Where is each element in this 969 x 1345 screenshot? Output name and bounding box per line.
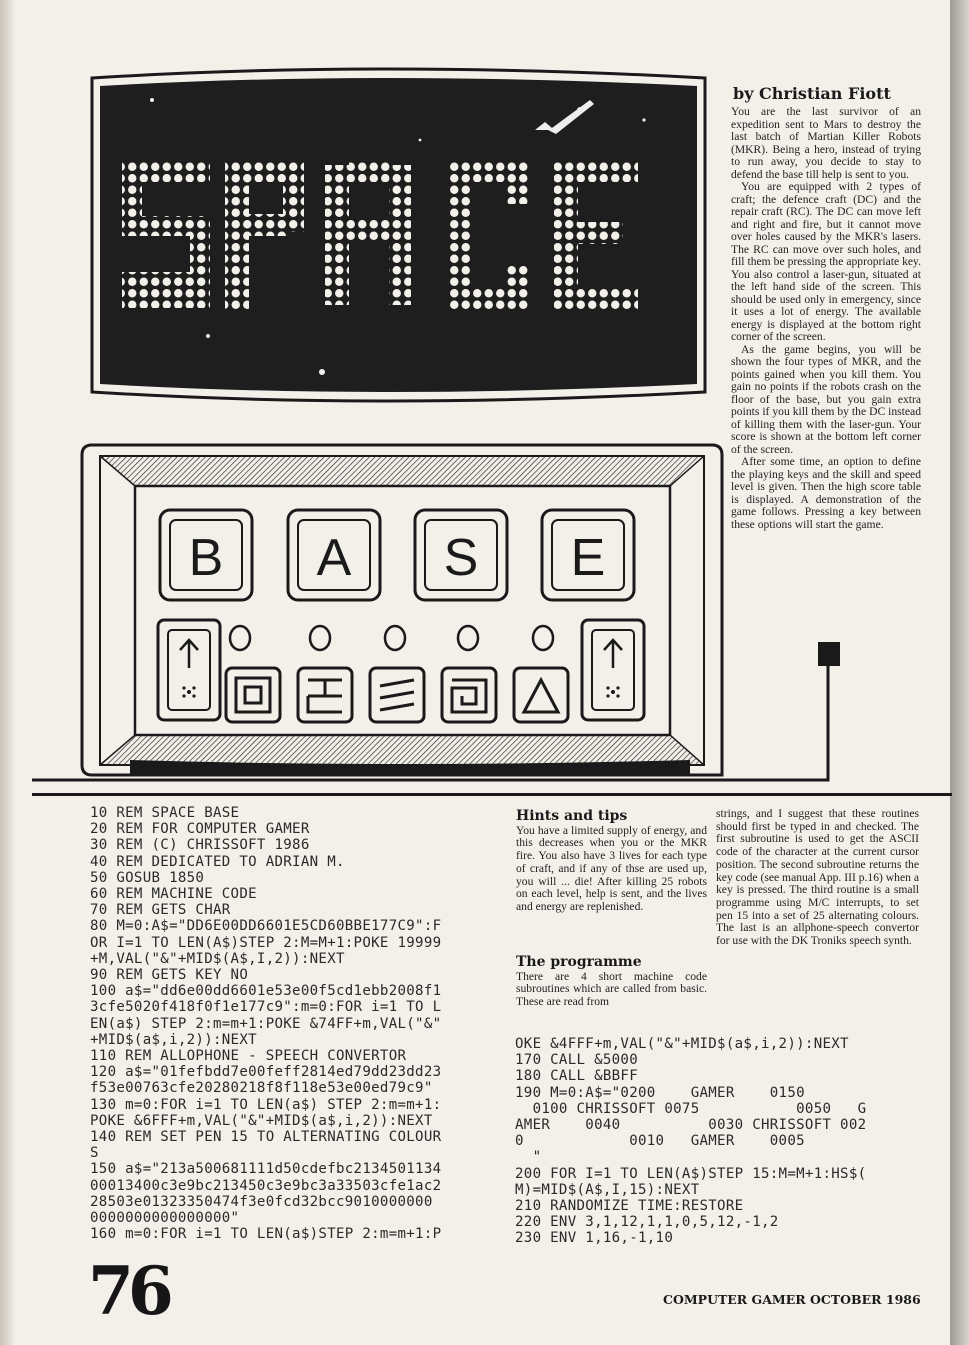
key-label-e: E [570, 529, 606, 587]
code-line: 10 REM SPACE BASE [90, 805, 240, 821]
key-label-b: B [188, 529, 224, 587]
programme-section [516, 956, 707, 1009]
byline: by Christian Fiott [733, 84, 891, 103]
intro-text [731, 106, 921, 531]
code-line: 30 REM (C) CHRISSOFT 1986 [90, 837, 310, 854]
programme-body: There are 4 short machine code subroutines which are called from basic. These are read from [516, 969, 707, 1009]
hints-heading: Hints and tips [516, 808, 628, 824]
code-line: 80 M=0:A$="DD6E00DD6601E5CD60BBE177C9":F [90, 918, 442, 935]
code-line: 200 FOR I=1 TO LEN(A$)STEP 15:M=M+1:HS$( [515, 1165, 867, 1182]
code-line: 140 REM SET PEN 15 TO ALTERNATING COLOUR [90, 1129, 442, 1146]
magazine-footer: COMPUTER GAMER OCTOBER 1986 [663, 1292, 921, 1307]
code-line: EN(a$) STEP 2:m=m+1:POKE &74FF+m,VAL("&" [90, 1015, 442, 1032]
code-line: 220 ENV 3,1,12,1,1,0,5,12,-1,2 [515, 1214, 779, 1231]
basic-listing-right [515, 1036, 866, 1247]
code-line: 0000000000000000" [90, 1210, 240, 1227]
code-line: M)=MID$(A$,I,15):NEXT [515, 1181, 700, 1198]
code-line: +MID$(a$,i,2)):NEXT [90, 1031, 257, 1048]
code-line: S [90, 1145, 99, 1162]
programme-continued [716, 808, 919, 948]
intro-paragraph: You are equipped with 2 types of craft; the defence craft (DC) and the repair craft (RC). The DC can move left and right and fire, but it cannot move over holes caused by the MKR's lasers. The RC can move over such holes, and fill them be pressing the appropriate key. You also control a laser-gun, situated at the left hand side of the screen. This should be used only in emergency, since it uses a lot of energy. The available energy is displayed at the bottom right corner of the screen. [731, 180, 921, 343]
code-line: " [515, 1149, 542, 1166]
code-line: 28503e01323350474f3e0fcd32bcc9010000000 [90, 1193, 433, 1210]
code-line: OR I=1 TO LEN(A$)STEP 2:M=M+1:POKE 19999 [90, 934, 442, 951]
code-line: 210 RANDOMIZE TIME:RESTORE [515, 1198, 744, 1215]
code-line: 230 ENV 1,16,-1,10 [515, 1230, 674, 1247]
code-line: 100 a$="dd6e00dd6601e53e00f5cd1ebb2008f1 [90, 983, 442, 1000]
intro-paragraph: After some time, an option to define the playing keys and the skill and speed level is given. Then the high score table is displayed. A demonstration of the game follows. Pressing a key between these options will start the game. [731, 455, 921, 531]
code-line: 00013400c3e9bc213450c3e9bc3a33503cfe1ac2 [90, 1177, 442, 1194]
code-line: 0100 CHRISSOFT 0075 0050 G [515, 1100, 867, 1117]
code-line: 50 GOSUB 1850 [90, 869, 205, 886]
programme-continued-body: strings, and I suggest that these routines should first be typed in and checked. The first subroutine is used to get the ASCII code of the character at the current cursor position. The second subroutine returns the key code (see manual App. III p.16) when a key is pressed. The third routine is a small programme using M/C interrupts, to set pen 15 into a set of 25 alternating colours. The last is an allphone-speech convertor for use with the DK Troniks speech synth. [716, 807, 919, 948]
code-line: 3cfe5020f418f0f1e177c9":m=0:FOR i=1 TO L [90, 999, 442, 1016]
code-line: 190 M=0:A$="0200 GAMER 0150 [515, 1084, 805, 1101]
code-line: 0 0010 GAMER 0005 [515, 1133, 805, 1150]
code-line: 90 REM GETS KEY NO [90, 967, 249, 984]
basic-listing-left [90, 805, 441, 1242]
code-line: 160 m=0:FOR i=1 TO LEN(a$)STEP 2:m=m+1:P [90, 1226, 442, 1243]
intro-paragraph: As the game begins, you will be shown the four types of MKR, and the points gained when you kill them. You gain no points if the robots crash on the floor of the base, but you gain extra points if you kill them by the DC instead of killing them with the laser-gun. Your score is shown at the bottom left corner of the screen. [731, 342, 921, 456]
programme-heading: The programme [516, 954, 642, 970]
hints-section [516, 810, 707, 914]
code-line: 20 REM FOR COMPUTER GAMER [90, 821, 310, 838]
hints-body: You have a limited supply of energy, and this decreases when you or the MKR fire. You also have 3 lives for each type of craft, and if any of thse are used up, you will ... die! After killing 25 robots on each level, help is sent, and the lives and energy are replenished. [516, 823, 707, 913]
code-line: 130 m=0:FOR i=1 TO LEN(a$) STEP 2:m=m+1: [90, 1096, 442, 1113]
key-label-a: A [316, 529, 352, 587]
section-rule [32, 793, 952, 796]
code-line: 180 CALL &BBFF [515, 1068, 638, 1085]
space-screen [92, 69, 705, 401]
code-line: 70 REM GETS CHAR [90, 902, 231, 919]
code-line: POKE &6FFF+m,VAL("&"+MID$(a$,i,2)):NEXT [90, 1112, 433, 1129]
code-line: +M,VAL("&"+MID$(A$,I,2)):NEXT [90, 950, 345, 967]
code-line: 170 CALL &5000 [515, 1052, 638, 1069]
code-line: 120 a$="01fefbdd7e00feff2814ed79dd23dd23 [90, 1064, 442, 1081]
base-console [32, 445, 840, 780]
page-number: 76 [88, 1252, 168, 1330]
code-line: 40 REM DEDICATED TO ADRIAN M. [90, 853, 345, 870]
code-line: AMER 0040 0030 CHRISSOFT 002 [515, 1117, 867, 1134]
key-label-s: S [443, 529, 479, 587]
code-line: f53e00763cfe20280218f8f118e53e00ed79c9" [90, 1080, 433, 1097]
code-line: OKE &4FFF+m,VAL("&"+MID$(a$,i,2)):NEXT [515, 1036, 849, 1052]
code-line: 150 a$="213a500681111d50cdefbc2134501134 [90, 1161, 442, 1178]
code-line: 110 REM ALLOPHONE - SPEECH CONVERTOR [90, 1048, 407, 1065]
code-line: 60 REM MACHINE CODE [90, 886, 257, 903]
intro-paragraph: You are the last survivor of an expedition sent to Mars to destroy the last batch of Martian Killer Robots (MKR). Being a hero, instead of trying to run away, you decide to stay to defend the base till help is sent to you. [731, 105, 921, 181]
